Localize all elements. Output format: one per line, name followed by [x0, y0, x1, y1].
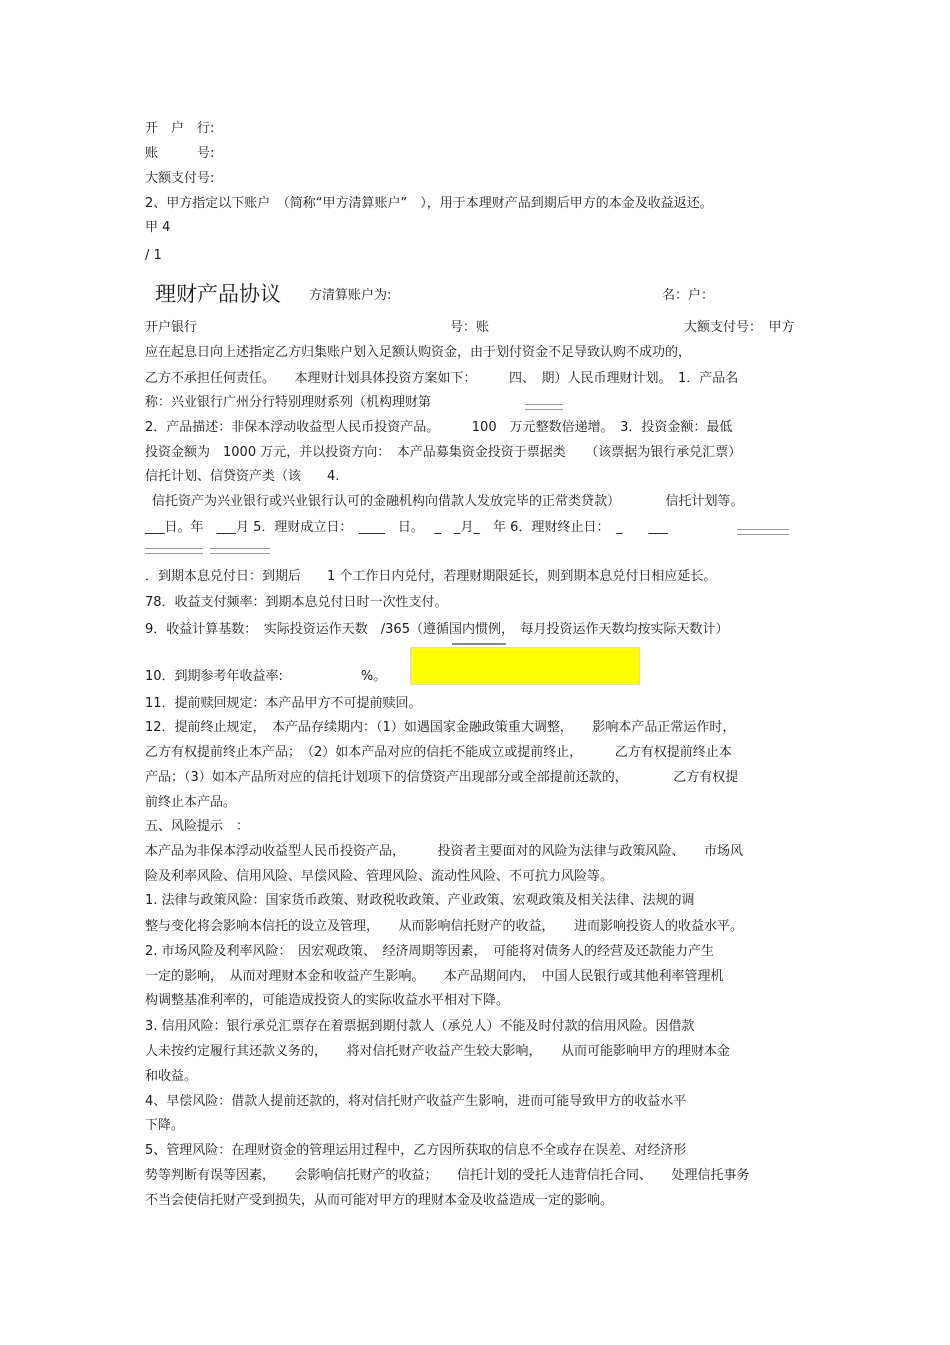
body-line: 险及利率风险、信用风险、早偿风险、管理风险、流动性风险、不可抗力风险等。 [145, 869, 614, 884]
body-line: 一定的影响， 从而对理财本金和收益产生影响。 本产品期间内， 中国人民银行或其他利率管理机 [145, 969, 724, 984]
account-number-label: 账 号: [145, 146, 215, 161]
clearing-account-label: 方清算账户为: [309, 288, 392, 303]
open-bank-label: 开 户 行: [145, 121, 215, 136]
bank-field-label: 开户银行 [145, 320, 198, 335]
body-line: 产品；（3）如本产品所对应的信托计划项下的信贷资产出现部分或全部提前还款的， 乙方有权提 [145, 770, 739, 785]
body-line: 3. 信用风险：银行承兑汇票存在着票据到期付款人（承兑人）不能及时付款的信用风险。因借款 [145, 1019, 695, 1034]
body-line: 人未按约定履行其还款义务的， 将对信托财产收益产生较大影响， 从而可能影响甲方的理财本金 [145, 1044, 731, 1059]
body-line: 信托计划、信贷资产类（该 4. [145, 469, 340, 484]
body-line: 2．产品描述：非保本浮动收益型人民币投资产品。 100 万元整数倍递增。 3．投资金额：最低 [145, 420, 733, 435]
body-line: 12．提前终止规定， 本产品存续期内：（1）如遇国家金融政策重大调整， 影响本产品正常运作时， [145, 720, 736, 735]
large-payment-number-label: 大额支付号: [145, 171, 215, 186]
body-line: 9．收益计算基数： 实际投资运作天数 /365（遵循国内惯例， 每月投资运作天数均按实际天数计） [145, 622, 729, 637]
payment-field-label: 大额支付号： 甲方 [684, 320, 795, 335]
body-line: ___日。年 ___月 5．理财成立日： ____ 日。 _ _月_ 年 6．理财终止日： _ ___ [145, 520, 668, 535]
body-line: 78．收益支付频率：到期本息兑付日时一次性支付。 [145, 595, 448, 610]
body-line: 乙方不承担任何责任。 本理财计划具体投资方案如下： 四、 期）人民币理财计划。 1．产品名 [145, 371, 739, 386]
blank-field-box [737, 529, 789, 535]
blank-field-box [525, 404, 563, 410]
body-line: 投资金额为 1000 万元，并以投资方向： 本产品募集资金投资于票据类 （该票据为银行承兑汇票） [145, 445, 742, 460]
body-line: 前终止本产品。 [145, 795, 237, 810]
party-label: 甲 4 [145, 220, 171, 235]
body-line: 整与变化将会影响本信托的设立及管理， 从而影响信托财产的收益， 进而影响投资人的收益水平。 [145, 919, 744, 934]
yield-highlight-box [410, 647, 640, 685]
body-line: 下降。 [145, 1118, 185, 1133]
body-line: 不当会使信托财产受到损失，从而可能对甲方的理财本金及收益造成一定的影响。 [145, 1193, 614, 1208]
body-line: 势等判断有误等因素， 会影响信托财产的收益； 信托计划的受托人违背信托合同、 处理信托事务 [145, 1168, 750, 1183]
body-line: 11．提前赎回规定：本产品甲方不可提前赎回。 [145, 696, 422, 711]
body-line: 4、早偿风险：借款人提前还款的，将对信托财产收益产生影响，进而可能导致甲方的收益水平 [145, 1094, 687, 1109]
body-line: 1. 法律与政策风险：国家货币政策、财政税收政策、产业政策、宏观政策及相关法律、法规的调 [145, 893, 695, 908]
body-line: 信托资产为兴业银行或兴业银行认可的金融机构向借款人发放完毕的正常类贷款） 信托计划等。 [152, 494, 744, 509]
clause-2-text: 2、甲方指定以下账户 （简称“甲方清算账户” ），用于本理财产品到期后甲方的本金及收益返还。 [145, 196, 713, 211]
body-line: 和收益。 [145, 1069, 198, 1084]
blank-field-box [145, 548, 203, 554]
body-line: 构调整基准利率的，可能造成投资人的实际收益水平相对下降。 [145, 993, 510, 1008]
divider-mark [452, 643, 506, 645]
page-title: 理财产品协议 [155, 282, 281, 306]
body-line: ．到期本息兑付日：到期后 1 个工作日内兑付，若理财期限延长，则到期本息兑付日相应延长。 [145, 569, 717, 584]
account-field-label: 号：账 [450, 320, 490, 335]
blank-field-box [210, 548, 270, 554]
section-heading: 五、风险提示 ： [145, 819, 250, 834]
page-marker: / 1 [145, 248, 162, 263]
body-line: 10．到期参考年收益率: %。 [145, 669, 387, 684]
body-line: 5、管理风险：在理财资金的管理运用过程中，乙方因所获取的信息不全或存在误差、对经济形 [145, 1143, 687, 1158]
body-line: 称：兴业银行广州分行特别理财系列（机构理财第 [145, 395, 432, 410]
body-line: 2. 市场风险及利率风险： 因宏观政策、 经济周期等因素， 可能将对债务人的经营及还款能力产生 [145, 944, 715, 959]
body-line: 本产品为非保本浮动收益型人民币投资产品， 投资者主要面对的风险为法律与政策风险、 市场风 [145, 844, 744, 859]
body-line: 乙方有权提前终止本产品； （2）如本产品对应的信托不能成立或提前终止， 乙方有权提前终止本 [145, 745, 732, 760]
account-name-label: 名：户： [662, 288, 715, 303]
body-line: 应在起息日向上述指定乙方归集账户划入足额认购资金，由于划付资金不足导致认购不成功的， [145, 345, 692, 360]
